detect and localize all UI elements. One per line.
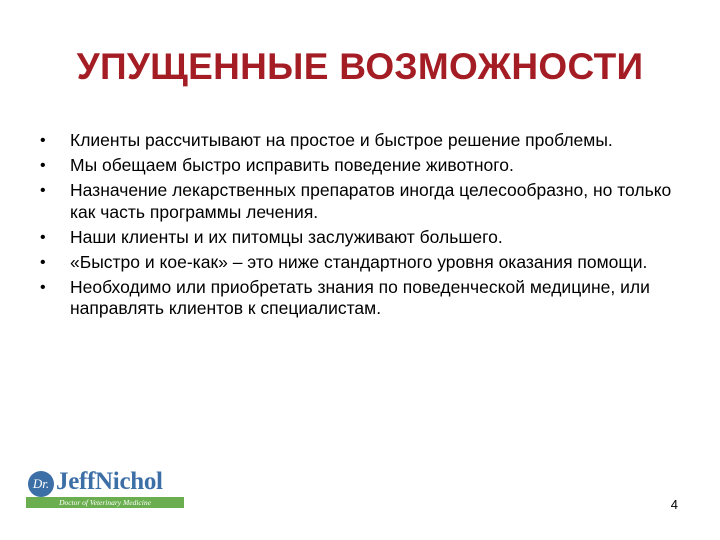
jeff-nichol-logo — [24, 464, 184, 512]
bullet-item — [40, 180, 680, 223]
logo-name: JeffNichol — [56, 468, 163, 495]
bullet-icon: • — [40, 157, 46, 174]
logo-dr-badge: Dr. — [28, 471, 54, 497]
bullet-item — [40, 155, 680, 177]
page-number: 4 — [670, 497, 678, 512]
slide-title: УПУЩЕННЫЕ ВОЗМОЖНОСТИ — [76, 46, 644, 87]
bullet-icon: • — [40, 132, 46, 149]
bullet-text: Мы обещаем быстро исправить поведение животного. — [70, 155, 514, 175]
bullet-item — [40, 277, 680, 320]
bullet-icon: • — [40, 253, 46, 271]
bullet-item — [40, 252, 680, 274]
bullet-text: Наши клиенты и их питомцы заслуживают большего. — [70, 226, 503, 247]
logo-subtitle: Doctor of Veterinary Medicine — [26, 497, 184, 508]
bullet-icon: • — [40, 278, 46, 296]
bullet-icon: • — [40, 182, 46, 199]
bullet-item — [40, 130, 680, 152]
bullet-text: Клиенты рассчитывают на простое и быстрое решение проблемы. — [70, 130, 613, 150]
bullet-list — [40, 130, 680, 323]
bullet-text: «Быстро и кое-как» – это ниже стандартного уровня оказания помощи. — [70, 251, 648, 272]
bullet-text: Необходимо или приобретать знания по поведенческой медицине, или направлять клиентов к специалистам. — [70, 276, 650, 318]
bullet-item — [40, 227, 680, 249]
bullet-icon: • — [40, 228, 46, 246]
bullet-text: Назначение лекарственных препаратов иногда целесообразно, но только как часть программы лечения. — [70, 180, 672, 222]
